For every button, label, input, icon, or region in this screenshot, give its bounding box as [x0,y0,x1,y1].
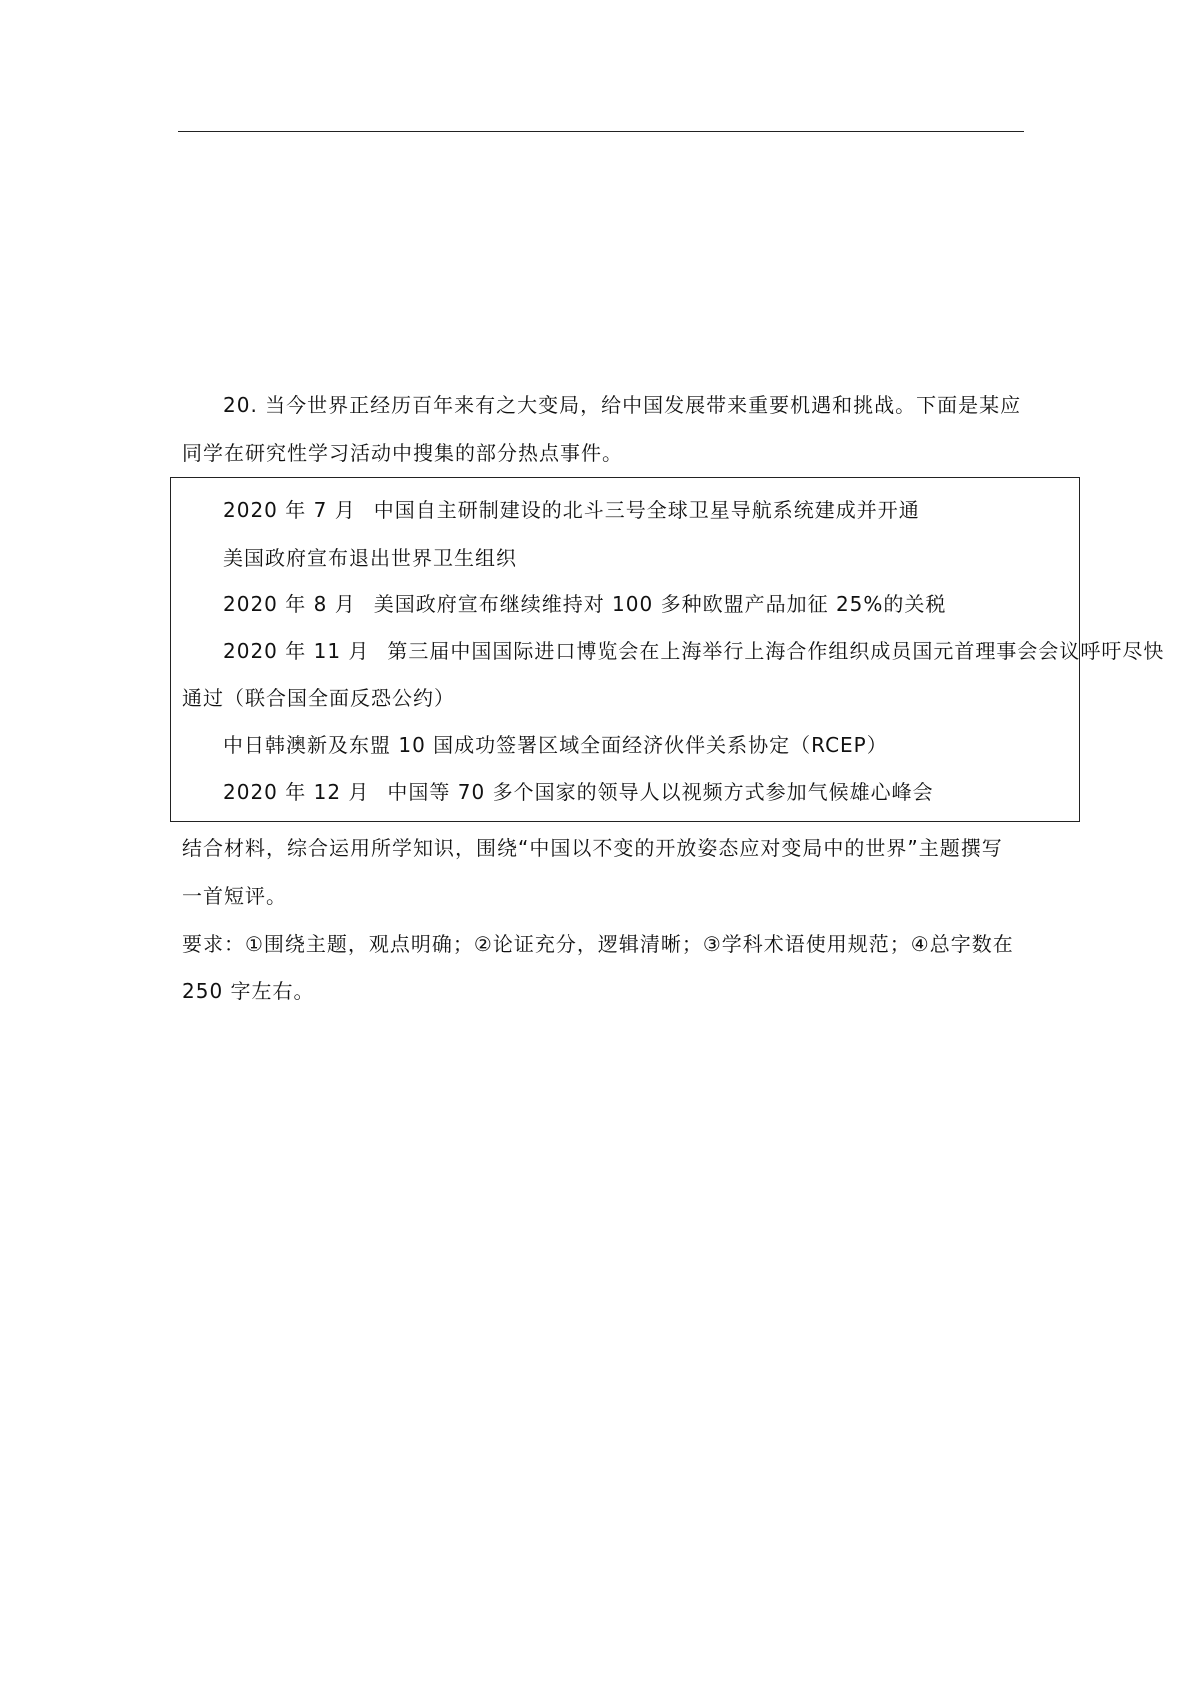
event-row-6 [223,778,934,806]
header-rule [178,131,1024,132]
event-date: 2020 年 12 月 [223,780,370,804]
question-line-2: 同学在研究性学习活动中搜集的部分热点事件。 [182,441,623,465]
event-date: 2020 年 8 月 [223,592,356,616]
task-line-2: 一首短评。 [182,884,287,908]
event-row-1 [223,496,920,524]
event-text: 中国自主研制建设的北斗三号全球卫星导航系统建成并开通 [373,498,920,522]
event-text: 美国政府宣布退出世界卫生组织 [223,546,517,570]
event-text: 中日韩澳新及东盟 10 国成功签署区域全面经济伙伴关系协定（RCEP） [223,733,888,757]
event-text: 中国等 70 多个国家的领导人以视频方式参加气候雄心峰会 [387,780,934,804]
question-line-1: 20. 当今世界正经历百年来有之大变局，给中国发展带来重要机遇和挑战。下面是某应 [223,393,1022,417]
event-text: 第三届中国国际进口博览会在上海举行上海合作组织成员国元首理事会会议呼吁尽快 [387,639,1165,663]
event-row-2 [223,544,517,572]
event-row-4-continued: 通过（联合国全面反恐公约） [182,686,455,710]
event-text: 美国政府宣布继续维持对 100 多种欧盟产品加征 25%的关税 [373,592,947,616]
event-date: 2020 年 7 月 [223,498,356,522]
event-date: 2020 年 11 月 [223,639,370,663]
requirements-line: 要求：①围绕主题，观点明确；②论证充分，逻辑清晰；③学科术语使用规范；④总字数在 [182,932,1014,956]
event-row-3 [223,590,946,618]
event-row-5 [223,731,888,759]
requirements-line-2: 250 字左右。 [182,979,315,1003]
task-line-1: 结合材料，综合运用所学知识，围绕“中国以不变的开放姿态应对变局中的世界”主题撰写 [182,836,1003,860]
event-row-4 [223,637,1164,665]
